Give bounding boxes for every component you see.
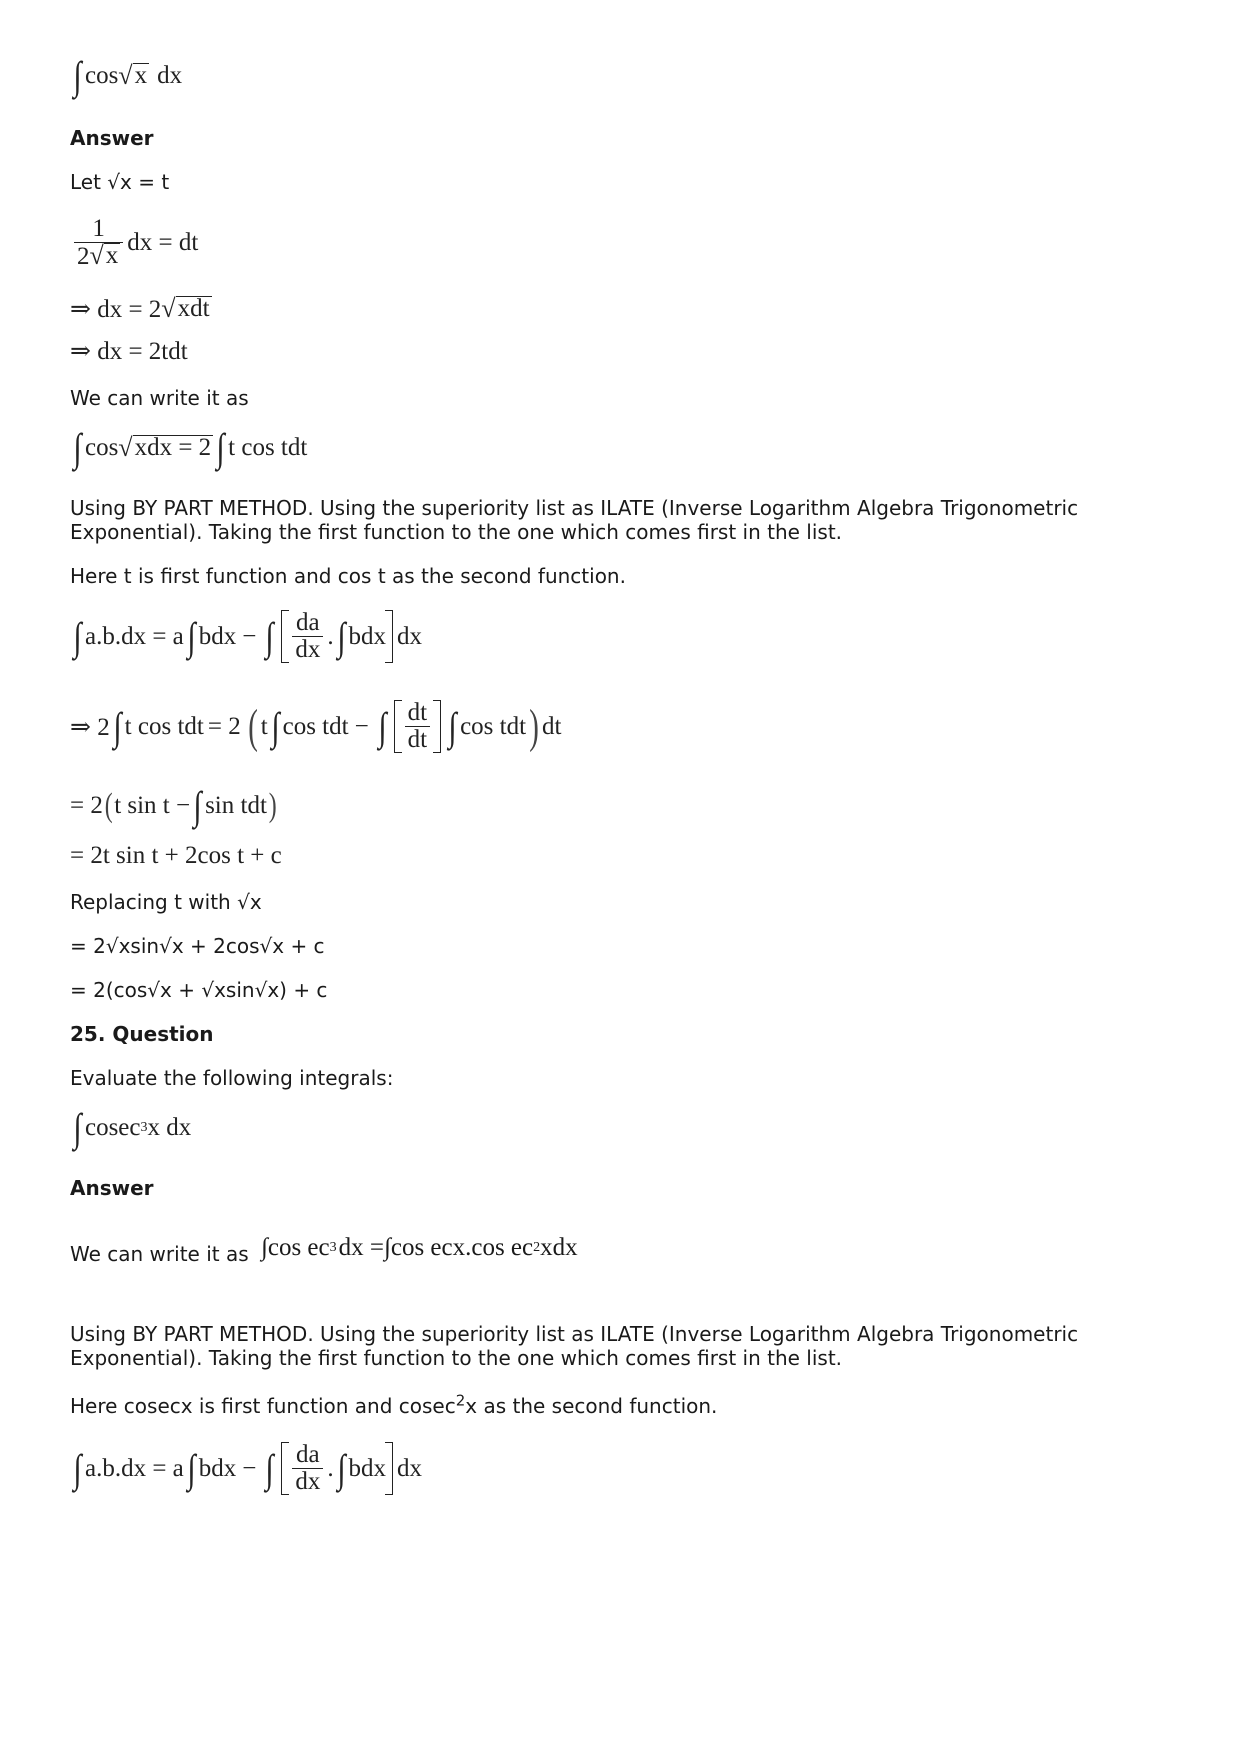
fraction: 1 2 √ x bbox=[74, 216, 123, 270]
write-as-line-2: We can write it as ∫ cos ec 3 dx = ∫ cos ecx.cos ec 2 xdx bbox=[70, 1233, 578, 1266]
eq-rewrite: ∫ cos √ xdx = 2 ∫ t cos tdt bbox=[73, 425, 308, 470]
by-parts-formula-2: ∫ a.b.dx = a ∫ bdx − ∫ $\frac{da}{dx}$ . ∫ bdx dx bbox=[73, 1441, 423, 1495]
answer-heading-2: Answer bbox=[70, 1176, 154, 1200]
evaluate-text: Evaluate the following integrals: bbox=[70, 1066, 394, 1090]
result-line-2: = 2(cos√x + √xsin√x) + c bbox=[70, 978, 328, 1002]
integral-sign: ∫ bbox=[73, 53, 82, 98]
eq-dx-2tdt: ⇒ dx = 2tdt bbox=[70, 338, 188, 365]
answer-heading: Answer bbox=[70, 126, 154, 150]
cosec-rewrite: ∫ cos ec 3 dx = ∫ cos ecx.cos ec 2 xdx bbox=[260, 1233, 578, 1261]
by-part-paragraph-2: Using BY PART METHOD. Using the superiority list as ILATE (Inverse Logarithm Algebra Trigonometric Exponential). Taking the first function to the one which comes first in the list. bbox=[70, 1322, 1079, 1370]
by-parts-applied: ⇒ 2 ∫ t cos tdt = 2 ( t ∫ cos tdt − ∫ $\frac{dt}{dt}$ ∫ cos tdt ) dt bbox=[70, 699, 562, 753]
math-dx: dx bbox=[157, 62, 183, 89]
question-heading: 25. Question bbox=[70, 1022, 214, 1046]
write-as-text: We can write it as bbox=[70, 386, 249, 410]
eq-derivative: 1 2 √ x dx = dt bbox=[70, 216, 198, 270]
math-cos: cos bbox=[84, 62, 119, 89]
by-part-paragraph: Using BY PART METHOD. Using the superiority list as ILATE (Inverse Logarithm Algebra Trigonometric Exponential). Taking the first function to the one which comes first in the list. bbox=[70, 496, 1079, 544]
sqrt: √ x bbox=[118, 61, 148, 90]
result-line-1: = 2√xsin√x + 2cos√x + c bbox=[70, 934, 325, 958]
eq-tsint: = 2 ( t sin t − ∫ sin tdt ) bbox=[70, 783, 277, 828]
let-line: Let √x = t bbox=[70, 170, 170, 194]
here-cosecx-text: Here cosecx is first function and cosec$^2$x as the second function. bbox=[70, 1391, 718, 1418]
here-t-text: Here t is first function and cos t as the second function. bbox=[70, 564, 626, 588]
integral-cos-sqrt-x bbox=[70, 53, 183, 98]
eq-final-t: = 2t sin t + 2cos t + c bbox=[70, 842, 282, 869]
by-parts-formula: ∫ a.b.dx = a ∫ bdx − ∫ $\frac{da}{dx}$ . ∫ bdx dx bbox=[73, 609, 423, 663]
integral-cosec-cube: ∫ cosec 3 x dx bbox=[73, 1105, 192, 1150]
bracket: $\frac{da}{dx}$ . ∫ bdx bbox=[281, 610, 393, 663]
replacing-text: Replacing t with √x bbox=[70, 890, 262, 914]
eq-dx-2sqrtxdt: ⇒ dx = 2 √ xdt bbox=[70, 294, 210, 323]
